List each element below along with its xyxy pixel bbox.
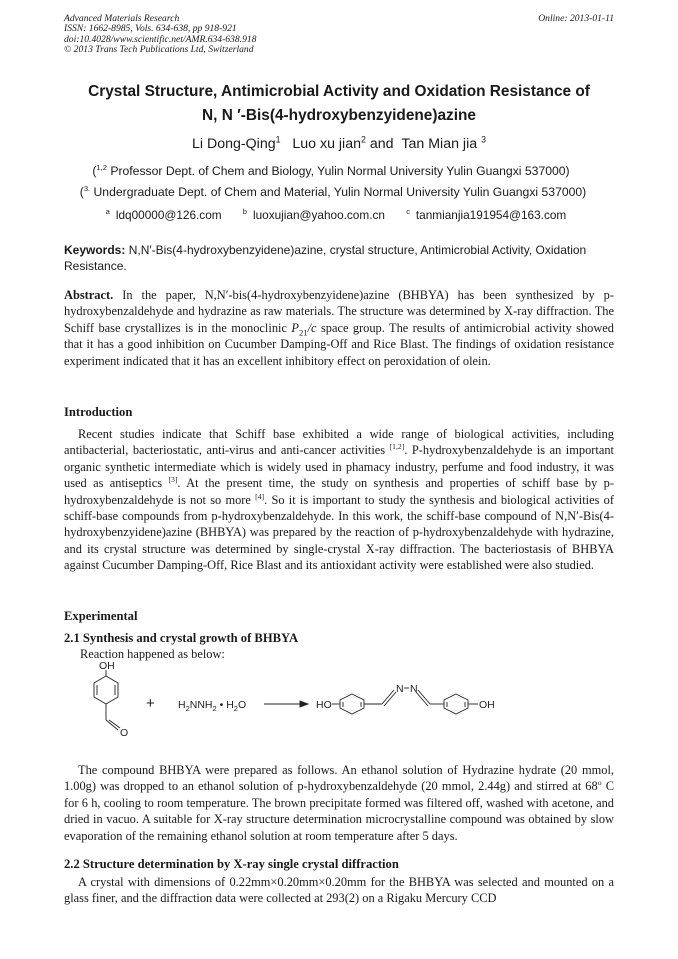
doi-line: doi:10.4028/www.scientific.net/AMR.634-638.918 bbox=[64, 33, 257, 45]
author-1-sup: 1 bbox=[275, 134, 281, 145]
email-a-text: ldq00000@126.com bbox=[115, 208, 222, 222]
author-list bbox=[0, 136, 678, 152]
space-group-p: P bbox=[291, 320, 299, 335]
synthesis-paragraph bbox=[64, 762, 614, 844]
author-3-sup: 3 bbox=[481, 134, 486, 145]
intro-text-2: . P-hydroxybenzaldehyde is an important organic synthetic intermediate which is widely used in phamacy industry, perfume and food industry, it was used as antiseptics bbox=[64, 443, 614, 491]
page-header bbox=[64, 14, 614, 56]
introduction-body bbox=[64, 426, 614, 574]
aff1-paren: ( bbox=[92, 164, 97, 178]
product-ring-left bbox=[340, 694, 364, 714]
product-ring-right bbox=[444, 694, 468, 714]
ref-3: [3] bbox=[168, 475, 178, 485]
ho-left-label: HO bbox=[316, 699, 332, 711]
hydrazine-hydrate-label: $H_2NNH_2$ • $H_2O$ bbox=[178, 699, 247, 713]
space-group-sub: 21 bbox=[298, 327, 308, 338]
reaction-label: Reaction happened as below: bbox=[80, 647, 225, 661]
intro-text-4: . So it is important to study the synthesis and biological activities of schiff-base compounds from p-hydroxybenzaldehyde. In this work, the schiff-base compound of N,N′-Bis(4-hydroxybenzyidene)azine (BHBYA) was prepared by the reaction of p-hydroxybenzaldehyde with hydrazine, and its crystal structure was determined by single-crystal X-ray diffraction. The bacteriostasis of BHBYA against Cucumber Damping-Off, Rice Blast and its antioxidant activity were established were also studied. bbox=[64, 492, 614, 573]
oh-right-label: OH bbox=[479, 699, 495, 711]
online-date: Online: 2013-01-11 bbox=[538, 13, 614, 24]
email-b bbox=[243, 208, 391, 222]
email-b-sup: b bbox=[242, 207, 247, 217]
affiliation-2 bbox=[0, 185, 678, 199]
reaction-scheme bbox=[88, 660, 528, 752]
aff2-paren: ( bbox=[79, 185, 84, 199]
author-2-sup: 2 bbox=[360, 134, 366, 145]
email-b-text: luoxujian@yahoo.com.cn bbox=[252, 208, 385, 222]
azine-n1: N bbox=[396, 683, 404, 695]
ref-4: [4] bbox=[255, 491, 265, 501]
copyright-line: © 2013 Trans Tech Publications Ltd, Switzerland bbox=[64, 44, 254, 56]
aff1-sup: 1,2 bbox=[96, 162, 107, 172]
journal-name: Advanced Materials Research bbox=[64, 13, 180, 24]
title-line-2: N, N ′-Bis(4-hydroxybenzyidene)azine bbox=[202, 107, 476, 124]
title-line-1: Crystal Structure, Antimicrobial Activity and Oxidation Resistance of bbox=[88, 83, 590, 100]
aff1-text: Professor Dept. of Chem and Biology, Yulin Normal University Yulin Guangxi 537000) bbox=[110, 164, 570, 178]
synthesis-text-b: C for 6 h, cooling to room temperature. The brown precipitate formed was filtered off, washed with acetone, and dried in vacuo. A suitable for X-ray structure determination microcrystalline compound was obtained by slow evaporation of the remaining ethanol solution at room temperature after 5 days. bbox=[64, 779, 614, 843]
author-1: Li Dong-Qing bbox=[192, 136, 276, 152]
synthesis-text-a: The compound BHBYA were prepared as follows. An ethanol solution of Hydrazine hydrate (20 mmol, 1.00g) was dropped to an ethanol solution of p-hydroxybenzaldehyde (20 mmol, 2.44g) and stirred at 68 bbox=[64, 763, 614, 794]
experimental-heading: Experimental bbox=[64, 609, 138, 623]
abstract-label: Abstract. bbox=[64, 288, 114, 302]
author-2: Luo xu jian bbox=[292, 136, 361, 152]
ref-1-2: [1,2] bbox=[389, 442, 405, 452]
introduction-heading: Introduction bbox=[64, 405, 133, 419]
issn-line: ISSN: 1662-8985, Vols. 634-638, pp 918-921 bbox=[64, 23, 237, 35]
email-a bbox=[106, 208, 228, 222]
abstract-text-1: In the paper, N,N′-bis(4-hydroxybenzyidene)azine (BHBYA) has been synthesized by p-hydroxybenzaldehyde and hydrazine as raw materials. The structure was determined by X-ray diffraction. The Schiff base crystallizes is in the monoclinic bbox=[64, 288, 614, 335]
keywords bbox=[64, 242, 614, 274]
azine-n2: N bbox=[410, 683, 418, 695]
aldehyde-ring bbox=[94, 676, 118, 704]
paper-title bbox=[40, 80, 638, 128]
author-and: and bbox=[369, 136, 394, 152]
oh-top-label: OH bbox=[99, 660, 115, 672]
email-c bbox=[406, 208, 572, 222]
email-c-text: tanmianjia191954@163.com bbox=[415, 208, 567, 222]
email-a-sup: a bbox=[105, 207, 110, 217]
abstract-text-2: space group. The results of antimicrobial activity showed that it has a good inhibition on Cucumber Damping-Off and Rice Blast. The findings of oxidation resistance experiment indicated that it has an excellent inhibitory effect on peroxidation of olein. bbox=[64, 320, 615, 368]
aldehyde-o-label: O bbox=[120, 727, 129, 739]
email-list bbox=[0, 208, 678, 222]
aff2-text: Undergraduate Dept. of Chem and Material, Yulin Normal University Yulin Guangxi 537000) bbox=[93, 185, 587, 199]
degree-sup: o bbox=[597, 778, 602, 788]
keywords-label: Keywords: bbox=[64, 243, 126, 257]
aff2-sup: 3. bbox=[83, 183, 91, 193]
intro-text-3: . At the present time, the study on synthesis and properties of schiff base by p-hydroxybenzaldehyde is not so more bbox=[64, 476, 614, 507]
email-c-sup: c bbox=[406, 207, 410, 217]
affiliation-1 bbox=[0, 164, 678, 178]
section-2-1-heading: 2.1 Synthesis and crystal growth of BHBYA bbox=[64, 631, 299, 645]
abstract bbox=[64, 287, 614, 369]
section-2-2-heading: 2.2 Structure determination by X-ray single crystal diffraction bbox=[64, 857, 399, 871]
xray-paragraph: A crystal with dimensions of 0.22mm×0.20mm×0.20mm for the BHBYA was selected and mounted on a glass finer, and the diffraction data were collected at 293(2) on a Rigaku Mercury CCD bbox=[64, 875, 614, 906]
space-group-c: /c bbox=[307, 320, 317, 335]
keywords-text: N,N′-Bis(4-hydroxybenzyidene)azine, crystal structure, Antimicrobial Activity, Oxidation Resistance. bbox=[64, 243, 587, 273]
plus-sign: + bbox=[146, 695, 155, 712]
author-3: Tan Mian jia bbox=[401, 136, 478, 152]
intro-text-1: Recent studies indicate that Schiff base exhibited a wide range of biological activities, including antibacterial, bacteriostatic, anti-virus and anti-cancer activities bbox=[64, 427, 614, 458]
